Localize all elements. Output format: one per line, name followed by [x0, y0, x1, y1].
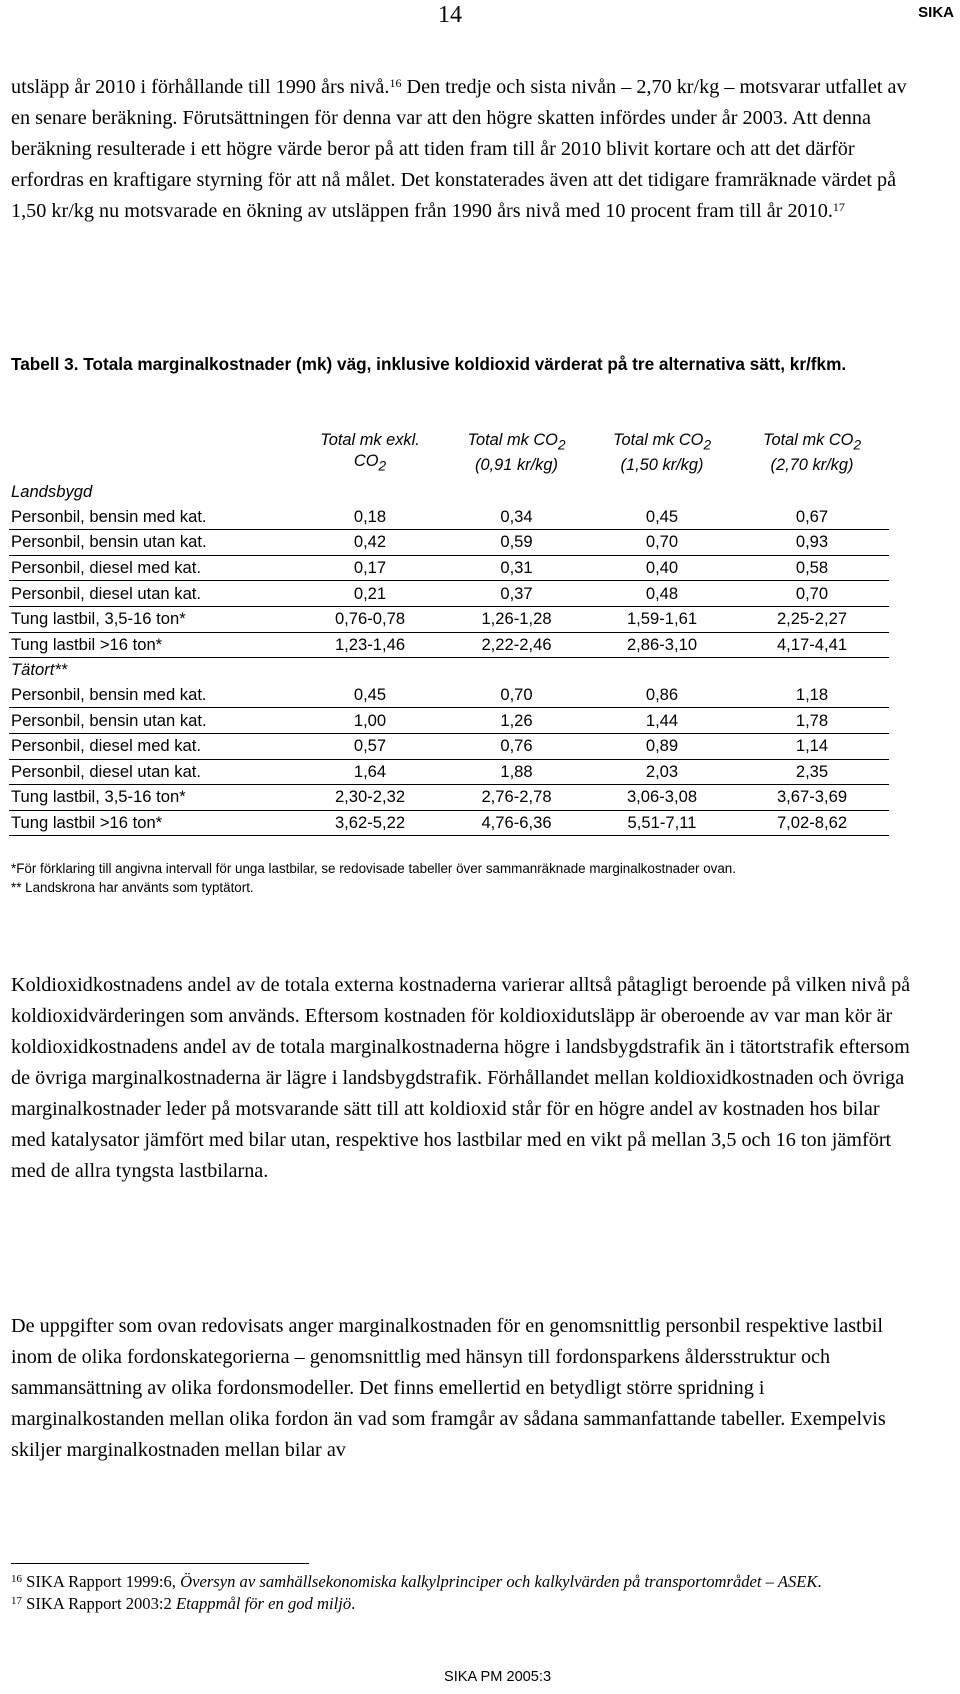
table-row-label: Tung lastbil >16 ton* [9, 632, 296, 658]
table-cell: 4,17-4,41 [735, 632, 889, 658]
table-cell: 2,35 [735, 759, 889, 785]
page-number: 14 [438, 2, 462, 28]
table-cell: 1,23-1,46 [296, 632, 444, 658]
table-cell: 0,89 [589, 733, 735, 759]
marginal-cost-table [9, 430, 889, 836]
table-cell: 0,70 [589, 530, 735, 556]
table-row-label: Tung lastbil, 3,5-16 ton* [9, 785, 296, 811]
footnote-16: $^{16}$ SIKA Rapport 1999:6, Översyn av samhällsekonomiska kalkylprinciper och kalkylvärden på transportområdet – ASEK. [11, 1572, 822, 1591]
table-cell: 0,17 [296, 555, 444, 581]
table-cell: 0,70 [735, 581, 889, 607]
table-cell: 0,18 [296, 505, 444, 530]
body-paragraph-3: De uppgifter som ovan redovisats anger marginalkostnaden för en genomsnittlig personbil respektive lastbil inom de olika fordonskategorierna – genomsnittlig med hänsyn till fordonsparkens åldersstruktur och sammansättning av olika fordonsmodeller. Det finns emellertid en betydligt större spridning i marginalkostanden mellan olika fordon än vad som framgår av sådana sammanfattande tabeller. Exempelvis skiljer marginalkostnaden mellan bilar av [11, 1315, 886, 1461]
table-cell: 1,59-1,61 [589, 606, 735, 632]
table-notes [11, 859, 911, 897]
table-row [9, 530, 889, 556]
table-cell: 1,14 [735, 733, 889, 759]
table-cell: 1,00 [296, 708, 444, 734]
table-row [9, 581, 889, 607]
table-row-label: Tung lastbil, 3,5-16 ton* [9, 606, 296, 632]
table-row [9, 810, 889, 836]
table-header-col-4: Total mk $CO_2$ (2,70 kr/kg) [762, 431, 862, 475]
table-cell: 0,76 [444, 733, 589, 759]
table-row [9, 555, 889, 581]
table-row [9, 683, 889, 708]
table-cell: 2,30-2,32 [296, 785, 444, 811]
page-footer: SIKA PM 2005:3 [444, 1669, 552, 1685]
table-row-label: Personbil, diesel med kat. [9, 555, 296, 581]
table-cell: 1,18 [735, 683, 889, 708]
table-row-label: Tung lastbil >16 ton* [9, 810, 296, 836]
table-body [9, 480, 889, 836]
table-row-label: Personbil, bensin utan kat. [9, 530, 296, 556]
table-cell: 3,67-3,69 [735, 785, 889, 811]
table-cell: 0,67 [735, 505, 889, 530]
table-row-label: Personbil, bensin utan kat. [9, 708, 296, 734]
footnote-17: $^{17}$ SIKA Rapport 2003:2 Etappmål för en god miljö. [11, 1594, 356, 1613]
table-cell: 1,26-1,28 [444, 606, 589, 632]
table-cell: 1,44 [589, 708, 735, 734]
table-row-label: Personbil, diesel med kat. [9, 733, 296, 759]
footnote-divider [11, 1563, 309, 1564]
table-row-label: Personbil, bensin med kat. [9, 683, 296, 708]
table-caption: Tabell 3. Totala marginalkostnader (mk) väg, inklusive koldioxid värderat på tre alternativa sätt, kr/fkm. [11, 354, 847, 374]
table-section-title: Tätort** [11, 660, 68, 680]
header-brand: SIKA [918, 4, 954, 21]
para1-text-a: utsläpp år 2010 i förhållande till 1990 års nivå. [11, 76, 390, 98]
table-note: *För förklaring till angivna intervall för unga lastbilar, se redovisade tabeller över sammanräknade marginalkostnader ovan. [11, 861, 736, 876]
table-cell: 3,06-3,08 [589, 785, 735, 811]
table-cell: 4,76-6,36 [444, 810, 589, 836]
table-row [9, 505, 889, 530]
footnotes [11, 1571, 911, 1615]
table-row [9, 606, 889, 632]
table-cell: 0,21 [296, 581, 444, 607]
table-cell: 0,31 [444, 555, 589, 581]
table-row-label: Personbil, diesel utan kat. [9, 759, 296, 785]
table-cell: 0,42 [296, 530, 444, 556]
table-row [9, 632, 889, 658]
table-cell: 1,88 [444, 759, 589, 785]
table-cell: 0,93 [735, 530, 889, 556]
table-section-title: Landsbygd [11, 482, 93, 502]
table-cell: 0,76-0,78 [296, 606, 444, 632]
table-header-empty [9, 430, 296, 480]
table-cell: 2,03 [589, 759, 735, 785]
table-cell: 0,86 [589, 683, 735, 708]
body-paragraph-1 [11, 72, 911, 227]
table-cell: 1,78 [735, 708, 889, 734]
table-header-col-1: Total mk exkl. $CO_2$ [320, 431, 420, 474]
table-cell: 2,25-2,27 [735, 606, 889, 632]
table-cell: 0,45 [589, 505, 735, 530]
table-cell: 0,37 [444, 581, 589, 607]
table-cell: 0,57 [296, 733, 444, 759]
table-note: ** Landskrona har använts som typtätort. [11, 880, 254, 895]
table-row-label: Personbil, bensin med kat. [9, 505, 296, 530]
table-cell: 1,64 [296, 759, 444, 785]
table-row [9, 785, 889, 811]
para1-text-b: Den tredje och sista nivån – 2,70 kr/kg – motsvarar utfallet av en senare beräkning. Förutsättningen för denna var att den högre skatten infördes under år 2003. Att denna beräkning resulterade i ett högre värde beror på att tiden fram till år 2010 blivit kortare och att det därför erfordras en kraftigare styrning för att nå målet. Det konstaterades även att det tidigare framräknade värdet på 1,50 kr/kg nu motsvarade en ökning av utsläppen från 1990 års nivå med 10 procent fram till år 2010. [11, 76, 907, 222]
table-header-row [9, 430, 889, 480]
table-header-col-3: Total mk $CO_2$ (1,50 kr/kg) [612, 431, 712, 475]
table-cell: 5,51-7,11 [589, 810, 735, 836]
table-cell: 7,02-8,62 [735, 810, 889, 836]
table-cell: 1,26 [444, 708, 589, 734]
table-cell: 3,62-5,22 [296, 810, 444, 836]
footnote-ref-16[interactable]: 16 [389, 76, 402, 90]
table-cell: 2,22-2,46 [444, 632, 589, 658]
footnote-ref-17[interactable]: 17 [832, 200, 845, 214]
table-cell: 0,45 [296, 683, 444, 708]
table-cell: 2,86-3,10 [589, 632, 735, 658]
table-section-row [9, 480, 889, 505]
table-cell: 0,40 [589, 555, 735, 581]
table-row [9, 759, 889, 785]
table-cell: 0,70 [444, 683, 589, 708]
table-row-label: Personbil, diesel utan kat. [9, 581, 296, 607]
table-cell: 2,76-2,78 [444, 785, 589, 811]
table-row [9, 708, 889, 734]
table-cell: 0,34 [444, 505, 589, 530]
table-cell: 0,58 [735, 555, 889, 581]
table-cell: 0,48 [589, 581, 735, 607]
table-cell: 0,59 [444, 530, 589, 556]
table-header-col-2: Total mk $CO_2$ (0,91 kr/kg) [467, 431, 566, 475]
table-section-row [9, 658, 889, 683]
table-row [9, 733, 889, 759]
body-paragraph-2: Koldioxidkostnadens andel av de totala externa kostnaderna varierar alltså påtagligt beroende på vilken nivå på koldioxidvärderingen som används. Eftersom kostnaden för koldioxidutsläpp är oberoende av var man kör är koldioxidkostnadens andel av de totala marginalkostnaderna högre i landsbygdstrafik än i tätortstrafik eftersom de övriga marginalkostnaderna är lägre i landsbygdstrafik. Förhållandet mellan koldioxidkostnaden och övriga marginalkostnader leder på motsvarande sätt till att koldioxid står för en högre andel av kostnaden hos bilar med katalysator jämfört med bilar utan, respektive hos lastbilar med en vikt på mellan 3,5 och 16 ton jämfört med de allra tyngsta lastbilarna. [11, 974, 911, 1182]
